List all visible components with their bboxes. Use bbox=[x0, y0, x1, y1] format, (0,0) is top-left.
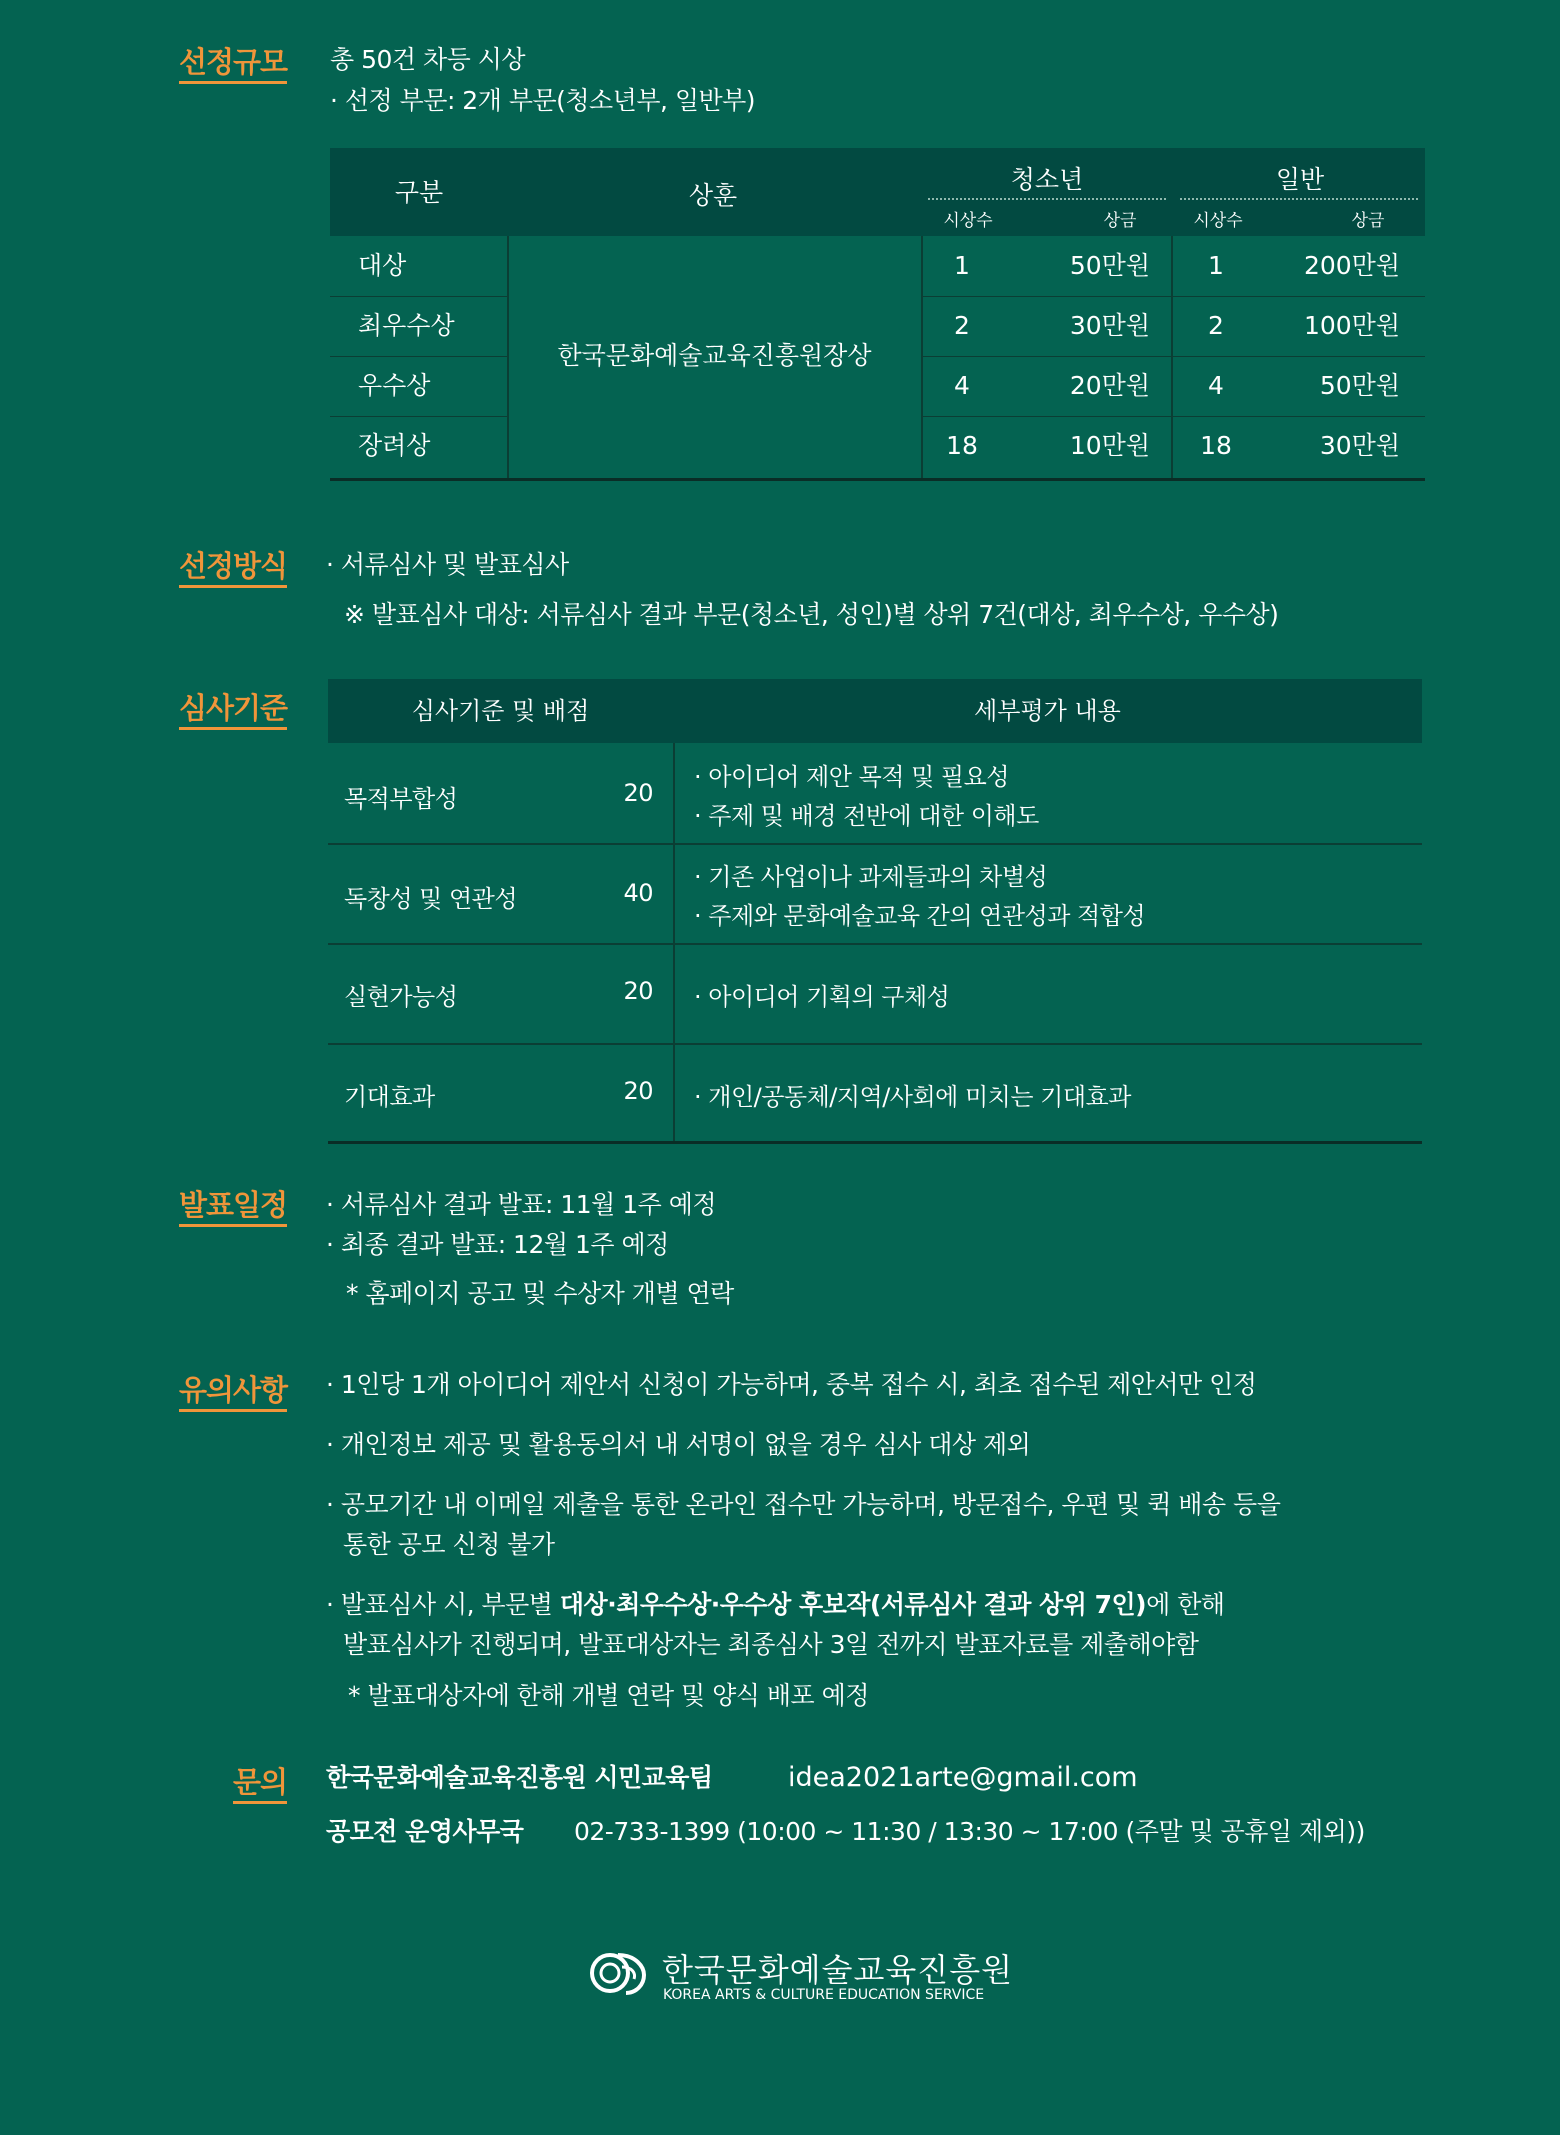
section-label-criteria: 심사기준 bbox=[152, 691, 287, 726]
criteria-row-name: 독창성 및 연관성 bbox=[344, 885, 518, 913]
award-table-body bbox=[330, 236, 1425, 481]
award-table-header bbox=[330, 148, 1425, 236]
criteria-row-name: 기대효과 bbox=[344, 1083, 435, 1111]
criteria-row-detail: · 주제 및 배경 전반에 대한 이해도 bbox=[694, 802, 1039, 830]
youth-divider bbox=[928, 198, 1166, 200]
criteria-row-score: 40 bbox=[623, 879, 653, 907]
criteria-row-score: 20 bbox=[623, 779, 653, 807]
contact-email[interactable]: idea2021arte@gmail.com bbox=[788, 1762, 1138, 1793]
award-row-general-prize: 30만원 bbox=[1319, 431, 1400, 460]
note-3-line-2: 통한 공모 신청 불가 bbox=[343, 1530, 555, 1559]
award-header-category: 구분 bbox=[394, 178, 444, 207]
schedule-line-3: * 홈페이지 공고 및 수상자 개별 연락 bbox=[346, 1279, 734, 1308]
award-row-youth-prize: 30만원 bbox=[1069, 311, 1150, 340]
section-label-notes: 유의사항 bbox=[152, 1373, 287, 1408]
award-header-youth: 청소년 bbox=[1010, 165, 1084, 194]
arte-logo-icon bbox=[588, 1945, 648, 2001]
award-row-youth-count: 2 bbox=[954, 311, 970, 340]
criteria-row-name: 목적부합성 bbox=[344, 785, 458, 813]
section-label-scale: 선정규모 bbox=[152, 45, 287, 80]
schedule-line-1: · 서류심사 결과 발표: 11월 1주 예정 bbox=[326, 1190, 717, 1219]
section-label-contact: 문의 bbox=[152, 1765, 287, 1800]
criteria-header-criteria: 심사기준 및 배점 bbox=[411, 697, 590, 725]
method-line-2: ※ 발표심사 대상: 서류심사 결과 부문(청소년, 성인)별 상위 7건(대상, 최우수상, 우수상) bbox=[344, 600, 1279, 629]
criteria-table-bottom-border bbox=[328, 1141, 1422, 1144]
section-label-schedule: 발표일정 bbox=[152, 1188, 287, 1223]
section-label-method: 선정방식 bbox=[152, 549, 287, 584]
award-row-general-prize: 50만원 bbox=[1319, 371, 1400, 400]
method-line-1: · 서류심사 및 발표심사 bbox=[326, 550, 569, 579]
note-4-line-1 bbox=[326, 1590, 1225, 1620]
note-4-line-2: 발표심사가 진행되며, 발표대상자는 최종심사 3일 전까지 발표자료를 제출해야함 bbox=[343, 1630, 1199, 1659]
general-divider bbox=[1180, 198, 1418, 200]
criteria-row-detail: · 기존 사업이나 과제들과의 차별성 bbox=[694, 863, 1048, 891]
criteria-table-header bbox=[328, 679, 1422, 743]
footer-org-name: 한국문화예술교육진흥원 bbox=[662, 1951, 1014, 1989]
scale-line-1: 총 50건 차등 시상 bbox=[330, 45, 526, 74]
award-row-youth-count: 4 bbox=[954, 371, 970, 400]
note-4-highlight: 대상·최우수상·우수상 후보작(서류심사 결과 상위 7인) bbox=[559, 1590, 1147, 1619]
criteria-row-detail: · 아이디어 제안 목적 및 필요성 bbox=[694, 763, 1009, 791]
contact-org: 한국문화예술교육진흥원 시민교육팀 bbox=[326, 1763, 713, 1792]
award-row-youth-count: 1 bbox=[954, 251, 970, 280]
schedule-line-2: · 최종 결과 발표: 12월 1주 예정 bbox=[326, 1230, 669, 1259]
criteria-row-divider bbox=[328, 843, 1422, 845]
award-header-award: 상훈 bbox=[688, 181, 738, 210]
award-row-general-prize: 200만원 bbox=[1303, 251, 1400, 280]
award-row-youth-prize: 50만원 bbox=[1069, 251, 1150, 280]
award-row-youth-count: 18 bbox=[946, 431, 978, 460]
criteria-row-divider bbox=[328, 1043, 1422, 1045]
award-header-youth-count: 시상수 bbox=[943, 211, 993, 231]
contact-phone: 02-733-1399 (10:00 ~ 11:30 / 13:30 ~ 17:00 (주말 및 공휴일 제외)) bbox=[574, 1817, 1365, 1846]
award-table bbox=[330, 148, 1425, 481]
award-row-category: 대상 bbox=[358, 251, 407, 280]
award-header-youth-prize: 상금 bbox=[1103, 211, 1137, 231]
award-row-category: 우수상 bbox=[358, 371, 431, 400]
award-row-category: 최우수상 bbox=[358, 311, 455, 340]
award-row-general-count: 4 bbox=[1208, 371, 1224, 400]
note-4-prefix: · 발표심사 시, 부문별 bbox=[326, 1590, 560, 1619]
criteria-row-name: 실현가능성 bbox=[344, 983, 458, 1011]
criteria-row-divider bbox=[328, 943, 1422, 945]
award-row-category: 장려상 bbox=[358, 431, 431, 460]
award-name: 한국문화예술교육진흥원장상 bbox=[557, 341, 872, 370]
award-row-youth-prize: 10만원 bbox=[1069, 431, 1150, 460]
criteria-row-score: 20 bbox=[623, 977, 653, 1005]
award-row-youth-prize: 20만원 bbox=[1069, 371, 1150, 400]
award-row-general-count: 2 bbox=[1208, 311, 1224, 340]
scale-line-2: · 선정 부문: 2개 부문(청소년부, 일반부) bbox=[330, 86, 756, 115]
award-row-general-count: 1 bbox=[1208, 251, 1224, 280]
note-2: · 개인정보 제공 및 활용동의서 내 서명이 없을 경우 심사 대상 제외 bbox=[326, 1430, 1031, 1459]
footer-org-english: KOREA ARTS & CULTURE EDUCATION SERVICE bbox=[663, 1987, 985, 2003]
contact-office: 공모전 운영사무국 bbox=[326, 1817, 524, 1846]
note-1: · 1인당 1개 아이디어 제안서 신청이 가능하며, 중복 접수 시, 최초 접수된 제안서만 인정 bbox=[326, 1370, 1257, 1399]
criteria-row-detail: · 아이디어 기획의 구체성 bbox=[694, 983, 950, 1011]
award-col-divider bbox=[1171, 236, 1173, 481]
criteria-row-detail: · 개인/공동체/지역/사회에 미치는 기대효과 bbox=[694, 1083, 1131, 1111]
award-header-general-prize: 상금 bbox=[1351, 211, 1385, 231]
award-header-general: 일반 bbox=[1275, 165, 1325, 194]
note-3-line-1: · 공모기간 내 이메일 제출을 통한 온라인 접수만 가능하며, 방문접수, 우편 및 퀵 배송 등을 bbox=[326, 1490, 1281, 1519]
note-4-line-3: * 발표대상자에 한해 개별 연락 및 양식 배포 예정 bbox=[348, 1681, 869, 1710]
award-header-general-count: 시상수 bbox=[1193, 211, 1243, 231]
criteria-row-score: 20 bbox=[623, 1077, 653, 1105]
award-row-general-count: 18 bbox=[1200, 431, 1232, 460]
criteria-table bbox=[328, 679, 1422, 1144]
criteria-header-detail: 세부평가 내용 bbox=[974, 697, 1121, 725]
award-table-bottom-border bbox=[330, 478, 1425, 481]
award-row-general-prize: 100만원 bbox=[1303, 311, 1400, 340]
note-4-suffix: 에 한해 bbox=[1146, 1590, 1225, 1619]
criteria-row-detail: · 주제와 문화예술교육 간의 연관성과 적합성 bbox=[694, 902, 1146, 930]
